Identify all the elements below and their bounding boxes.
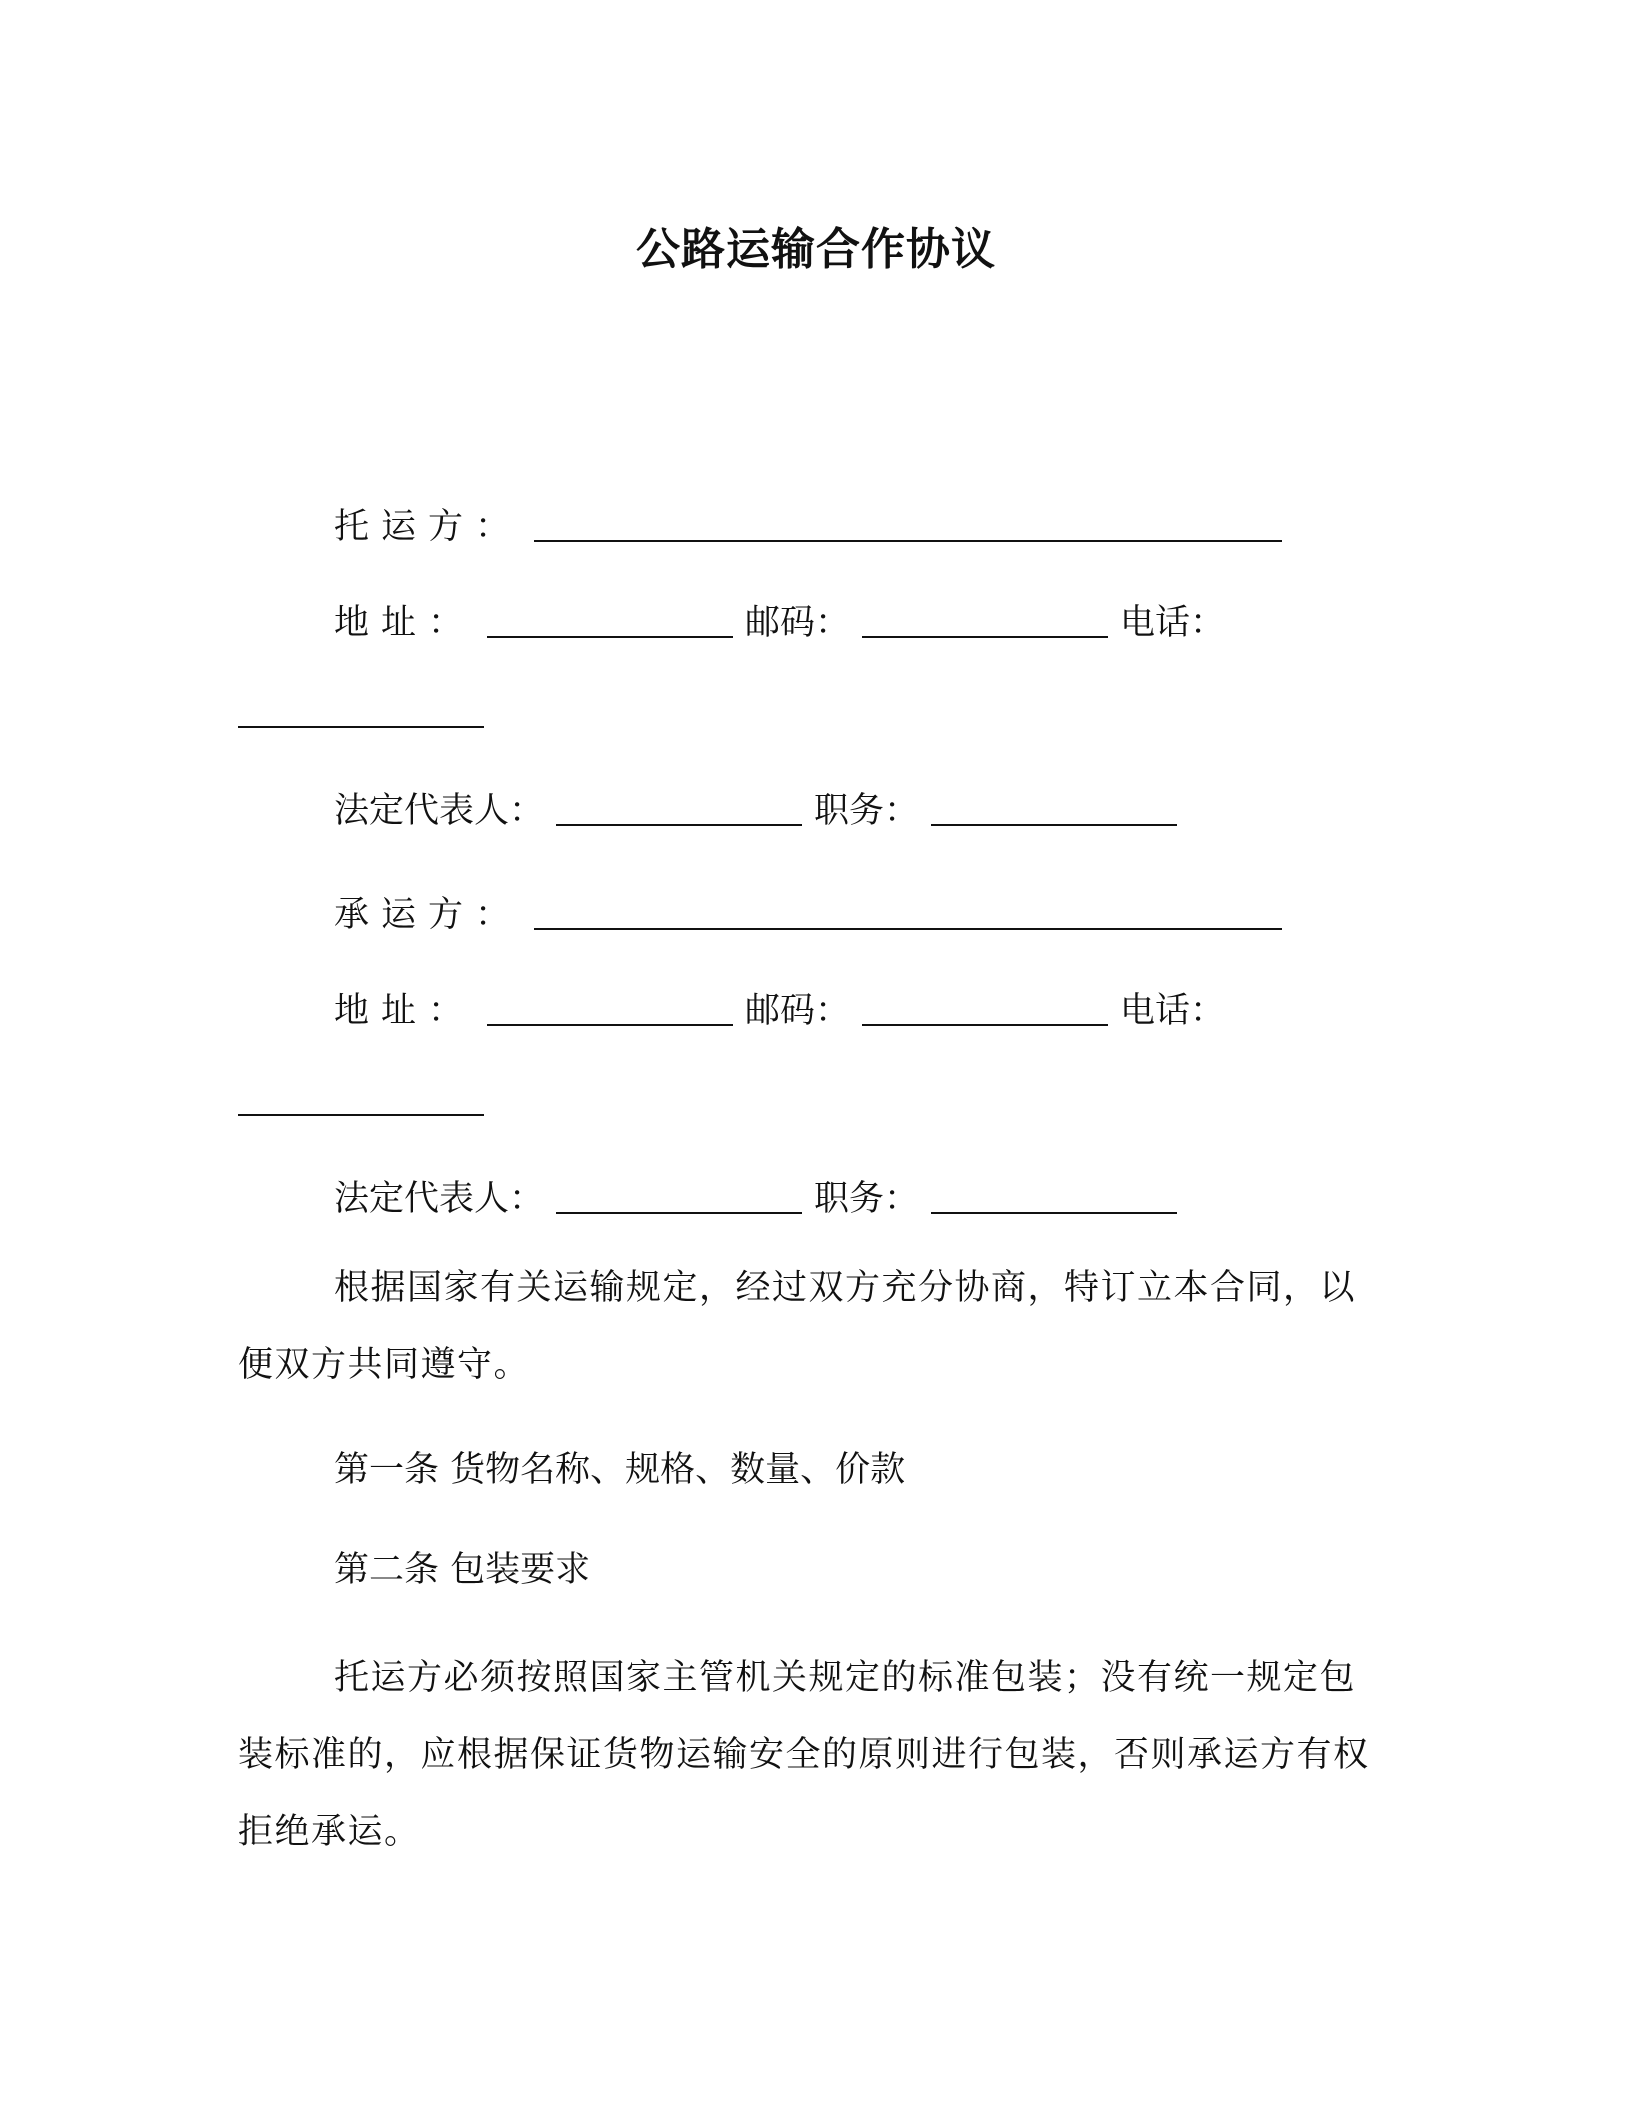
shipper-legal-rep-label: 法定代表人：	[334, 791, 545, 831]
shipper-contact-row	[334, 598, 1225, 647]
carrier-legal-rep-blank	[556, 1178, 802, 1214]
preamble-paragraph: 根据国家有关运输规定，经过双方充分协商，特订立本合同，以便双方共同遵守。	[238, 1268, 1357, 1385]
article-2-paragraph: 托运方必须按照国家主管机关规定的标准包装；没有统一规定包装标准的，应根据保证货物运输安全的原则进行包装，否则承运方有权拒绝承运。	[238, 1658, 1370, 1852]
shipper-party-label: 托运方：	[334, 507, 523, 547]
shipper-postcode-label: 邮码：	[745, 603, 851, 643]
shipper-position-blank	[931, 790, 1177, 826]
article-1-heading: 第一条 货物名称、规格、数量、价款	[334, 1450, 906, 1490]
carrier-phone-label: 电话：	[1120, 991, 1226, 1031]
shipper-phone-blank	[238, 692, 484, 728]
shipper-legal-rep-blank	[556, 790, 802, 826]
carrier-position-label: 职务：	[814, 1179, 920, 1219]
shipper-address-label: 地址：	[334, 603, 476, 643]
article-2-heading: 第二条 包装要求	[334, 1550, 591, 1590]
carrier-address-label: 地址：	[334, 991, 476, 1031]
document-title: 公路运输合作协议	[636, 224, 996, 275]
shipper-party-row	[334, 502, 1282, 551]
carrier-phone-blank	[238, 1080, 484, 1116]
carrier-postcode-blank	[862, 990, 1108, 1026]
carrier-position-blank	[931, 1178, 1177, 1214]
carrier-party-row	[334, 890, 1282, 939]
carrier-name-blank	[534, 894, 1282, 930]
shipper-phone-row	[238, 688, 484, 737]
carrier-party-label: 承运方：	[334, 895, 523, 935]
shipper-address-blank	[487, 602, 733, 638]
carrier-address-blank	[487, 990, 733, 1026]
carrier-contact-row	[334, 986, 1225, 1035]
carrier-postcode-label: 邮码：	[745, 991, 851, 1031]
shipper-rep-row	[334, 786, 1177, 835]
shipper-position-label: 职务：	[814, 791, 920, 831]
carrier-legal-rep-label: 法定代表人：	[334, 1179, 545, 1219]
shipper-postcode-blank	[862, 602, 1108, 638]
carrier-rep-row	[334, 1174, 1177, 1223]
carrier-phone-row	[238, 1076, 484, 1125]
shipper-name-blank	[534, 506, 1282, 542]
shipper-phone-label: 电话：	[1120, 603, 1226, 643]
